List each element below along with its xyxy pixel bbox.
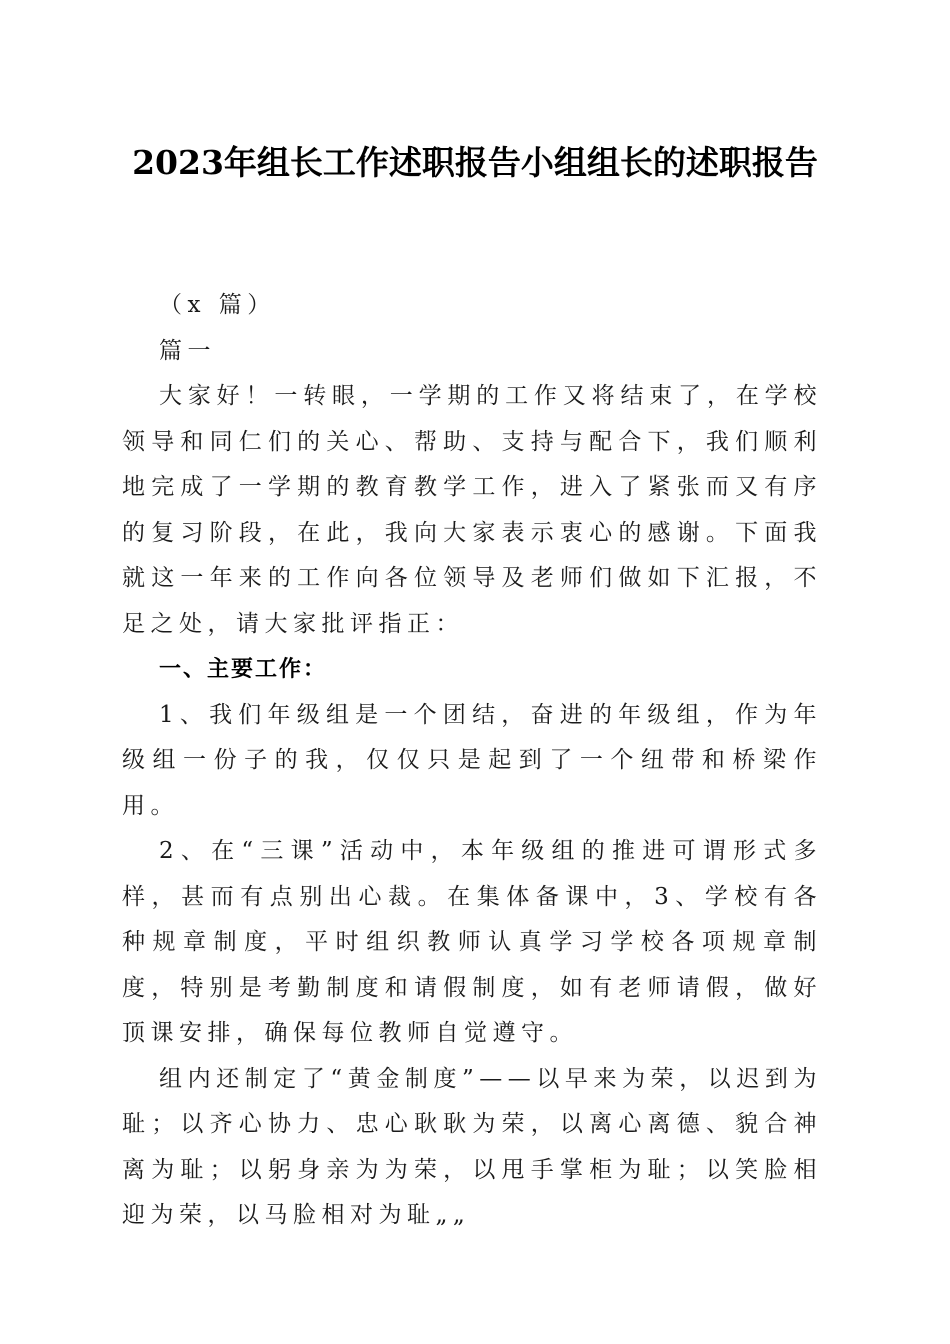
document-title: 2023年组长工作述职报告小组组长的述职报告 [132, 143, 818, 182]
paragraph-item-1: 1、我们年级组是一个团结，奋进的年级组，作为年级组一份子的我，仅仅只是起到了一个纽带和桥梁作用。 [122, 701, 822, 819]
heading-main-work: 一、主要工作： [159, 657, 328, 682]
subtitle-count: （x 篇） [159, 292, 276, 318]
paragraph-item-2: 2、在“三课”活动中，本年级组的推进可谓形式多样，甚而有点别出心裁。在集体备课中，3、学校有各种规章制度，平时组织教师认真学习学校各项规章制度，特别是考勤制度和请假制度，如有老师请假，做好顶课安排，确保每位教师自觉遵守。 [122, 838, 822, 1046]
paragraph-golden-rules: 组内还制定了“黄金制度”——以早来为荣，以迟到为耻；以齐心协力、忠心耿耿为荣，以离心离德、貌合神离为耻；以躬身亲为为荣，以甩手掌柜为耻；以笑脸相迎为荣，以马脸相对为耻„„ [122, 1065, 822, 1228]
paragraph-intro: 大家好！一转眼，一学期的工作又将结束了，在学校领导和同仁们的关心、帮助、支持与配合下，我们顺利地完成了一学期的教育教学工作，进入了紧张而又有序的复习阶段，在此，我向大家表示衷心的感谢。下面我就这一年来的工作向各位领导及老师们做如下汇报，不足之处，请大家批评指正： [122, 383, 822, 637]
section-label: 篇一 [159, 337, 216, 364]
document-body [122, 283, 822, 1239]
